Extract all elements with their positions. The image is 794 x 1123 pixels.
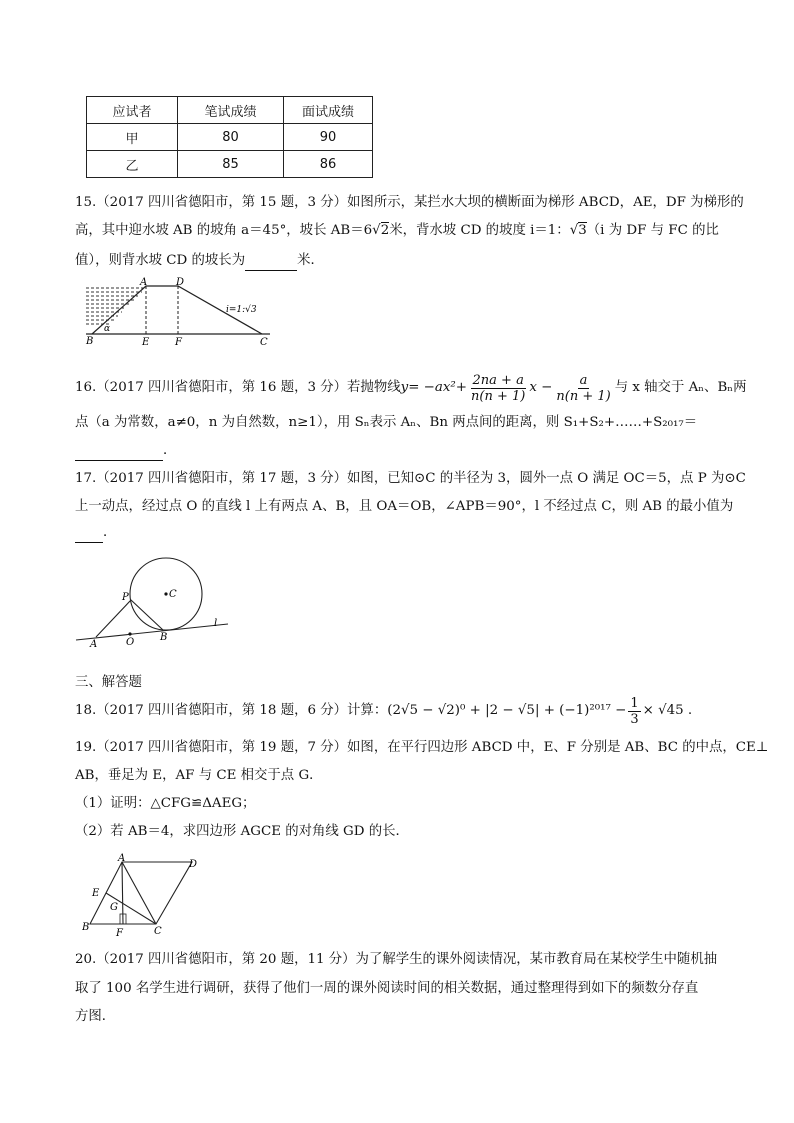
table-cell: 86 — [284, 151, 373, 178]
q19-line3: （1）证明：△CFG≌ΔAEG； — [75, 796, 256, 811]
fraction — [469, 373, 527, 404]
label-E: E — [92, 888, 100, 899]
q15-line1: 15.（2017 四川省德阳市，第 15 题，3 分）如图所示，某拦水大坝的横断面为梯形 ABCD，AE，DF 为梯形的 — [75, 195, 744, 210]
frac-den: n(n + 1) — [556, 388, 611, 404]
label-E: E — [142, 337, 150, 348]
fraction — [554, 373, 612, 404]
label-D: D — [176, 277, 185, 288]
label-A: A — [118, 853, 126, 864]
q17-line1: 17.（2017 四川省德阳市，第 17 题，3 分）如图，已知⊙C 的半径为 3，圆外一点 O 满足 OC＝5，点 P 为⊙C — [75, 471, 746, 486]
q18-expr: (2√5 − √2)⁰ + |2 − √5| + (−1)²⁰¹⁷ − — [387, 703, 627, 718]
table-cell: 80 — [178, 124, 284, 151]
frac-num: a — [579, 372, 588, 388]
table-header: 面试成绩 — [284, 97, 373, 124]
q18-expr2: × √45 . — [642, 703, 693, 718]
label-B: B — [160, 632, 168, 643]
frac-den: n(n + 1) — [471, 388, 526, 404]
label-A: A — [90, 639, 98, 648]
label-A: A — [140, 277, 148, 288]
q17-line3 — [75, 523, 116, 543]
q16-line1 — [75, 372, 746, 404]
q16-text: 16.（2017 四川省德阳市，第 16 题，3 分）若抛物线 — [75, 380, 401, 395]
answer-blank — [75, 528, 103, 543]
label-F: F — [116, 928, 123, 938]
q15-text-c: 米，背水坡 CD 的坡度 i＝1： — [389, 223, 570, 238]
q19-line2: AB，垂足为 E，AF 与 CE 相交于点 G． — [75, 768, 323, 783]
label-C: C — [169, 589, 177, 600]
table-row — [87, 124, 373, 151]
q18-line — [75, 696, 692, 726]
q15-rad2: 3 — [578, 223, 587, 238]
section-heading: 三、解答题 — [75, 675, 142, 690]
q15-line2 — [75, 221, 719, 241]
circle-figure — [74, 548, 234, 648]
q17-period: ． — [103, 525, 117, 540]
q16-period: ． — [163, 443, 177, 458]
table-cell: 乙 — [87, 151, 178, 178]
q15-rad1: 2 — [380, 223, 390, 238]
answer-blank — [75, 446, 163, 461]
label-B: B — [82, 922, 90, 933]
table-header-row — [87, 97, 373, 124]
q16-eq: = −ax²+ — [408, 380, 468, 395]
fraction — [628, 696, 640, 727]
q16-y: y — [400, 380, 409, 395]
q16-line2: 点（a 为常数，a≠0，n 为自然数，n≥1），用 Sₙ表示 Aₙ、Bn 两点间的距离，则 S₁+S₂+……+S₂₀₁₇＝ — [75, 415, 698, 430]
table-header: 应试者 — [87, 97, 178, 124]
q16-x: x − — [529, 380, 553, 395]
q15-line3 — [75, 251, 324, 271]
q20-line1: 20.（2017 四川省德阳市，第 20 题，11 分）为了解学生的课外阅读情况，某市教育局在某校学生中随机抽 — [75, 952, 718, 967]
label-l: l — [214, 618, 218, 629]
label-D: D — [189, 859, 198, 870]
label-B: B — [86, 336, 94, 347]
parallelogram-figure — [82, 852, 208, 938]
q18-text: 18.（2017 四川省德阳市，第 18 题，6 分）计算： — [75, 703, 388, 718]
label-slope: i=1:√3 — [226, 305, 257, 315]
table-row — [87, 151, 373, 178]
label-O: O — [126, 637, 135, 648]
q19-line4: （2）若 AB＝4，求四边形 AGCE 的对角线 GD 的长． — [75, 824, 409, 839]
q15-text: 米． — [297, 253, 324, 268]
frac-den: 3 — [630, 711, 639, 727]
frac-num: 2na + a — [472, 372, 524, 388]
table-header: 笔试成绩 — [178, 97, 284, 124]
dam-figure — [84, 276, 284, 348]
sqrt-icon: √ — [372, 223, 381, 238]
label-C: C — [154, 926, 162, 937]
table-cell: 85 — [178, 151, 284, 178]
score-table — [86, 96, 373, 178]
table-cell: 甲 — [87, 124, 178, 151]
label-alpha: α — [104, 324, 111, 334]
label-G: G — [110, 902, 118, 913]
frac-num: 1 — [630, 695, 639, 711]
q16-text: 与 x 轴交于 Aₙ、Bₙ两 — [614, 380, 747, 395]
label-F: F — [175, 337, 182, 348]
label-P: P — [122, 592, 129, 603]
answer-blank — [245, 256, 297, 271]
q19-line1: 19.（2017 四川省德阳市，第 19 题，7 分）如图，在平行四边形 ABCD 中，E、F 分别是 AB、BC 的中点，CE⊥ — [75, 740, 769, 755]
sqrt-icon: √ — [569, 223, 579, 238]
q20-line2: 取了 100 名学生进行调研，获得了他们一周的课外阅读时间的相关数据，通过整理得到如下的频数分存直 — [75, 981, 699, 996]
q15-text-e: （i 为 DF 与 FC 的比 — [586, 223, 719, 238]
q15-text-a: 高，其中迎水坡 AB 的坡角 a＝45°，坡长 AB＝6 — [75, 223, 373, 238]
q17-line2: 上一动点，经过点 O 的直线 l 上有两点 A、B，且 OA＝OB，∠APB＝90°，l 不经过点 C，则 AB 的最小值为 — [75, 499, 734, 514]
q16-line3 — [75, 441, 176, 461]
table-cell: 90 — [284, 124, 373, 151]
label-C: C — [260, 337, 268, 348]
q15-text: 值），则背水坡 CD 的坡长为 — [75, 253, 246, 268]
q20-line3: 方图． — [75, 1009, 116, 1024]
